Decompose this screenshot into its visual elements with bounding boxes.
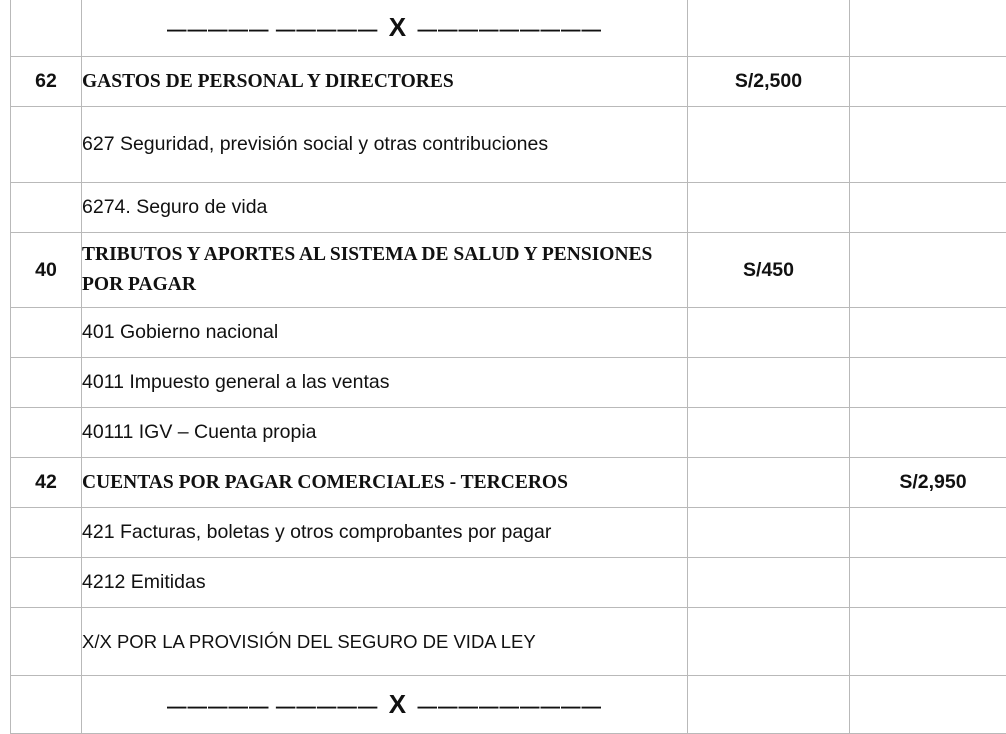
account-code: 42	[11, 458, 82, 508]
credit-amount	[850, 233, 1006, 308]
table-row	[11, 408, 1006, 458]
debit-amount: S/450	[688, 233, 850, 308]
subaccount-name: 627 Seguridad, previsión social y otras contribuciones	[82, 107, 688, 183]
table-row	[11, 358, 1006, 408]
table-row	[11, 107, 1006, 183]
subaccount-name: 421 Facturas, boletas y otros comprobantes por pagar	[82, 508, 688, 558]
entry-gloss: X/X POR LA PROVISIÓN DEL SEGURO DE VIDA LEY	[82, 608, 688, 676]
journal-entry-table	[10, 0, 1006, 734]
credit-amount: S/2,950	[850, 458, 1006, 508]
table-row	[11, 57, 1006, 107]
subaccount-name: 4011 Impuesto general a las ventas	[82, 358, 688, 408]
table-row	[11, 608, 1006, 676]
separator-mark: X	[389, 689, 407, 719]
separator-mark: X	[389, 12, 407, 42]
account-code: 40	[11, 233, 82, 308]
debit-amount: S/2,500	[688, 57, 850, 107]
account-name: TRIBUTOS Y APORTES AL SISTEMA DE SALUD Y PENSIONES POR PAGAR	[82, 233, 688, 308]
table-row	[11, 458, 1006, 508]
account-name: GASTOS DE PERSONAL Y DIRECTORES	[82, 57, 688, 107]
credit-amount	[850, 57, 1006, 107]
subaccount-name: 4212 Emitidas	[82, 558, 688, 608]
entry-separator: ————— ————— X —————————	[82, 0, 688, 57]
subaccount-name: 40111 IGV – Cuenta propia	[82, 408, 688, 458]
separator-row	[11, 676, 1006, 734]
table-row	[11, 183, 1006, 233]
table-row	[11, 508, 1006, 558]
table-row	[11, 308, 1006, 358]
account-code: 62	[11, 57, 82, 107]
separator-row	[11, 0, 1006, 57]
account-name: CUENTAS POR PAGAR COMERCIALES - TERCEROS	[82, 458, 688, 508]
table-row	[11, 233, 1006, 308]
debit-amount	[688, 458, 850, 508]
table-row	[11, 558, 1006, 608]
subaccount-name: 6274. Seguro de vida	[82, 183, 688, 233]
entry-separator: ————— ————— X —————————	[82, 676, 688, 734]
subaccount-name: 401 Gobierno nacional	[82, 308, 688, 358]
